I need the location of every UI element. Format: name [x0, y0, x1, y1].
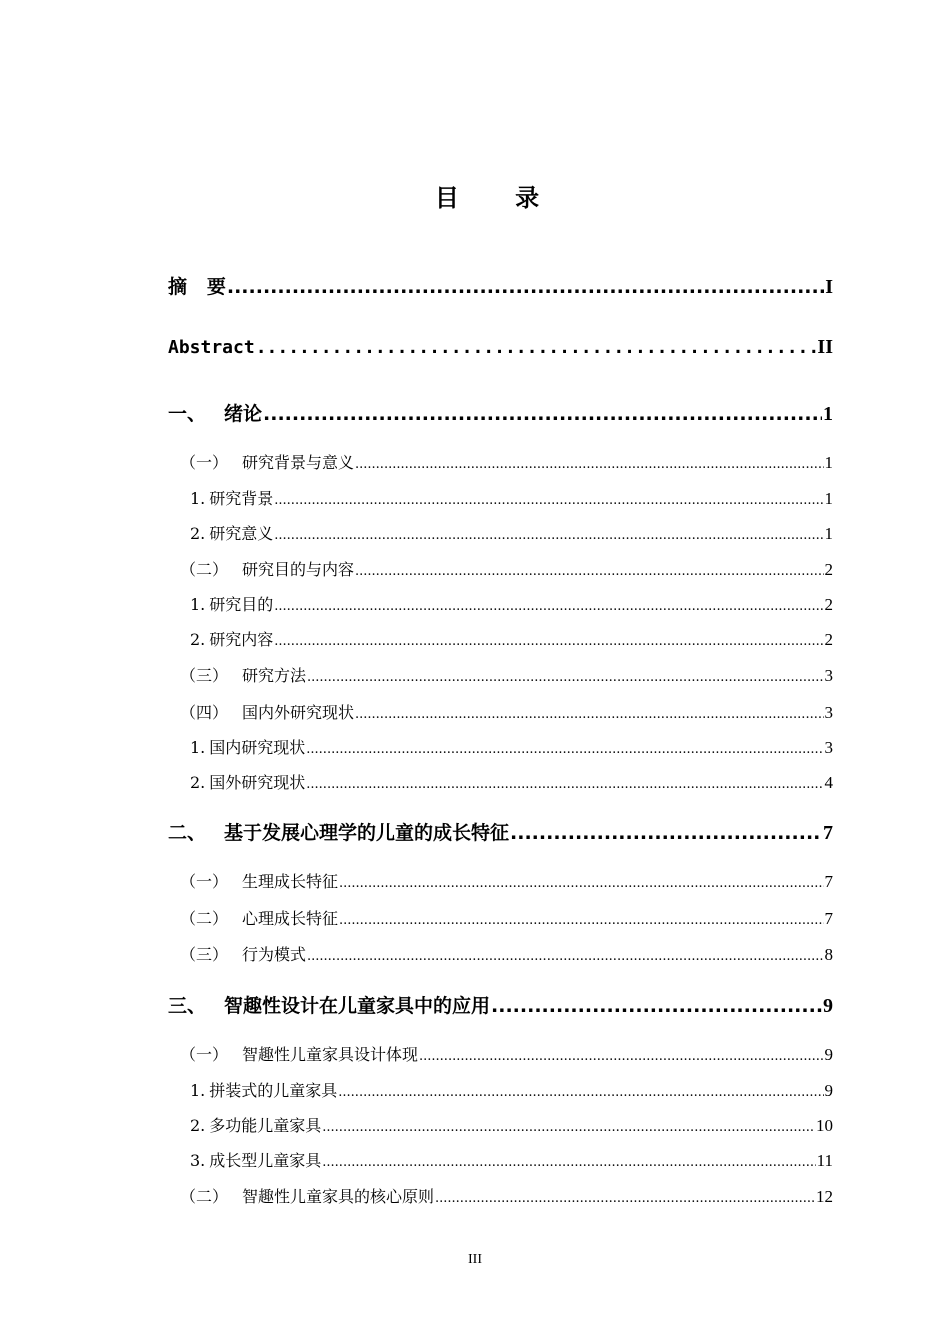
dot-leader: [355, 457, 823, 472]
page-number: 1: [823, 403, 833, 425]
subsection-number: 3.: [190, 1151, 206, 1170]
toc-entry-subsection[interactable]: [168, 770, 833, 793]
dot-leader: [322, 1120, 815, 1135]
toc-entry-section[interactable]: [168, 1184, 833, 1207]
toc-title: 目 录: [434, 184, 564, 212]
toc-entry-subsection[interactable]: [168, 1078, 833, 1101]
dot-leader: [339, 913, 823, 928]
page-number: 9: [824, 1045, 833, 1064]
entry-title: 智趣性儿童家具的核心原则: [242, 1187, 435, 1206]
toc-entry-subsection[interactable]: [168, 1148, 833, 1171]
toc-entry-subsection[interactable]: [168, 486, 833, 509]
dot-leader: [322, 1155, 815, 1170]
dot-leader: [355, 707, 823, 722]
toc-entry-subsection[interactable]: [168, 1113, 833, 1136]
entry-title: 生理成长特征: [242, 872, 339, 891]
entry-label: 摘 要: [168, 276, 226, 298]
page-number: 7: [823, 822, 833, 844]
entry-title: 绪论: [224, 403, 263, 425]
toc-entry-section[interactable]: [168, 450, 833, 473]
toc-entry-section[interactable]: [168, 869, 833, 892]
entry-title: 成长型儿童家具: [209, 1151, 322, 1170]
toc-entry-section[interactable]: [168, 700, 833, 723]
entry-title: 研究方法: [242, 666, 307, 685]
subsection-number: 1.: [190, 489, 206, 508]
dot-leader: [339, 876, 823, 891]
page-number: 1: [824, 524, 833, 543]
page-number: 8: [824, 945, 833, 964]
entry-title: 国外研究现状: [209, 773, 306, 792]
dot-leader: [227, 276, 824, 298]
toc-entry-section[interactable]: [168, 663, 833, 686]
page-number: 3: [824, 666, 833, 685]
toc-entry-section[interactable]: [168, 557, 833, 580]
dot-leader: [510, 822, 822, 844]
entry-title: 研究背景: [209, 489, 274, 508]
toc-entry-section[interactable]: [168, 1042, 833, 1065]
subsection-number: 2.: [190, 1116, 206, 1135]
dot-leader: [263, 403, 822, 425]
dot-leader: [274, 493, 823, 508]
toc-entry-chapter-2[interactable]: [168, 818, 833, 845]
page-number: 3: [824, 703, 833, 722]
section-number: （四）: [180, 703, 229, 722]
page-footer-number: III: [468, 1252, 482, 1267]
chapter-number: 三、: [168, 995, 207, 1017]
page-number: 9: [823, 995, 833, 1017]
dot-leader: [307, 949, 823, 964]
subsection-number: 2.: [190, 630, 206, 649]
subsection-number: 2.: [190, 773, 206, 792]
page-number: 2: [824, 595, 833, 614]
dot-leader: [435, 1191, 815, 1206]
page-number: 4: [824, 773, 833, 792]
entry-title: 拼装式的儿童家具: [209, 1081, 338, 1100]
entry-title: 国内外研究现状: [242, 703, 355, 722]
toc-entry-subsection[interactable]: [168, 592, 833, 615]
entry-label: Abstract: [168, 337, 255, 358]
toc-entry-abstract-cn[interactable]: [168, 272, 833, 299]
dot-leader: [491, 995, 822, 1017]
section-number: （二）: [180, 1187, 229, 1206]
page-number: 2: [824, 560, 833, 579]
subsection-number: 2.: [190, 524, 206, 543]
toc-entry-abstract-en[interactable]: [168, 336, 833, 359]
toc-entry-chapter-3[interactable]: [168, 991, 833, 1018]
entry-title: 基于发展心理学的儿童的成长特征: [224, 822, 510, 844]
entry-title: 智趣性设计在儿童家具中的应用: [224, 995, 491, 1017]
entry-title: 研究目的与内容: [242, 560, 355, 579]
page-number: 10: [816, 1116, 833, 1135]
toc-entry-chapter-1[interactable]: [168, 399, 833, 426]
entry-title: 研究背景与意义: [242, 453, 355, 472]
subsection-number: 1.: [190, 595, 206, 614]
page-number: 1: [824, 489, 833, 508]
page-number: 7: [824, 872, 833, 891]
dot-leader: [307, 670, 823, 685]
dot-leader: [306, 777, 823, 792]
section-number: （三）: [180, 666, 229, 685]
toc-entry-subsection[interactable]: [168, 521, 833, 544]
entry-title: 研究内容: [209, 630, 274, 649]
toc-entry-section[interactable]: [168, 906, 833, 929]
page-number: 3: [824, 738, 833, 757]
toc-entry-section[interactable]: [168, 942, 833, 965]
toc-entry-subsection[interactable]: [168, 627, 833, 650]
entry-title: 心理成长特征: [242, 909, 339, 928]
page-number: 12: [816, 1187, 833, 1206]
page-number: II: [817, 336, 833, 358]
section-number: （一）: [180, 872, 229, 891]
entry-title: 多功能儿童家具: [209, 1116, 322, 1135]
section-number: （一）: [180, 453, 229, 472]
chapter-number: 二、: [168, 822, 207, 844]
entry-title: 研究目的: [209, 595, 274, 614]
section-number: （二）: [180, 909, 229, 928]
dot-leader: [419, 1049, 823, 1064]
page-number: I: [825, 276, 833, 298]
page-number: 2: [824, 630, 833, 649]
subsection-number: 1.: [190, 1081, 206, 1100]
section-number: （一）: [180, 1045, 229, 1064]
dot-leader: [274, 599, 823, 614]
dot-leader: [306, 742, 823, 757]
page-number: 9: [824, 1081, 833, 1100]
dot-leader: [274, 528, 823, 543]
entry-title: 智趣性儿童家具设计体现: [242, 1045, 419, 1064]
entry-title: 行为模式: [242, 945, 307, 964]
page-number: 11: [816, 1151, 833, 1170]
page-number: 1: [824, 453, 833, 472]
chapter-number: 一、: [168, 403, 207, 425]
entry-title: 国内研究现状: [209, 738, 306, 757]
page-number: 7: [824, 909, 833, 928]
toc-entry-subsection[interactable]: [168, 735, 833, 758]
dot-leader: [338, 1085, 823, 1100]
section-number: （二）: [180, 560, 229, 579]
section-number: （三）: [180, 945, 229, 964]
entry-title: 研究意义: [209, 524, 274, 543]
dot-leader: [256, 337, 817, 358]
dot-leader: [274, 634, 823, 649]
subsection-number: 1.: [190, 738, 206, 757]
dot-leader: [355, 564, 823, 579]
